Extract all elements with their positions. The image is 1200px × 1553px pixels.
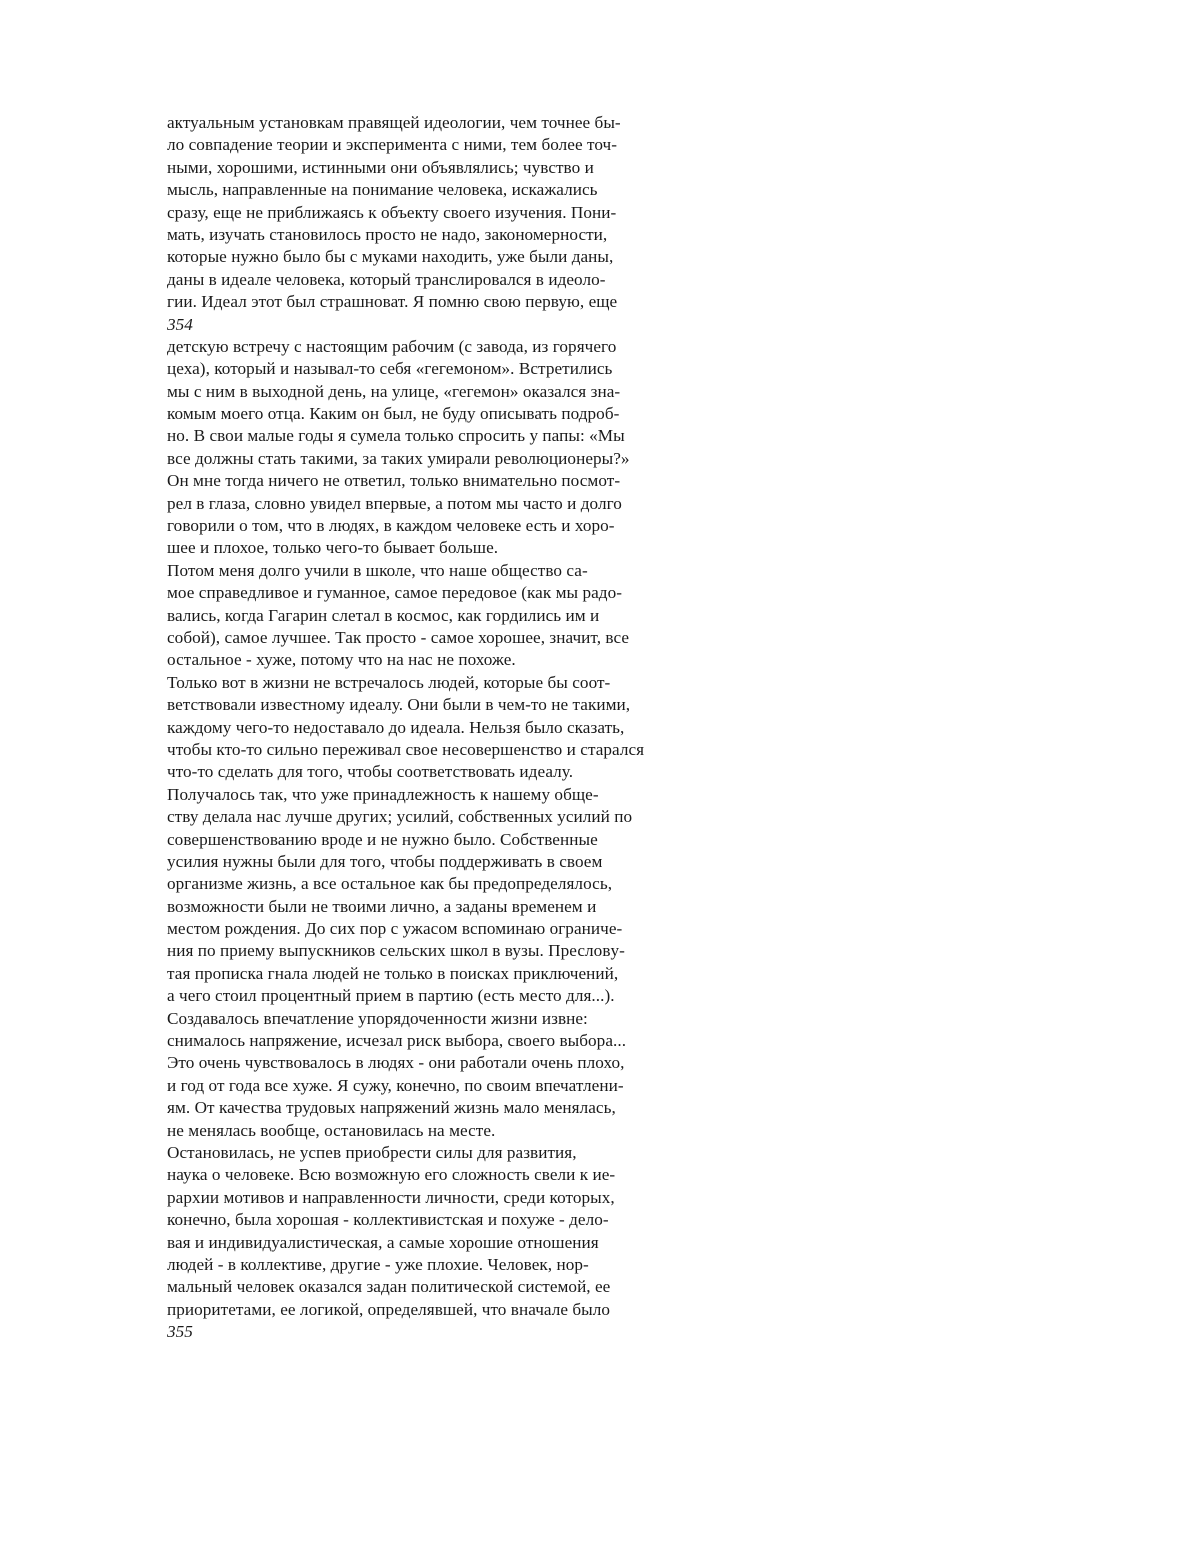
body-text (167, 112, 727, 1343)
text-line: местом рождения. До сих пор с ужасом вспоминаю ограниче- (167, 919, 623, 939)
text-line: мое справедливое и гуманное, самое передовое (как мы радо- (167, 583, 622, 603)
text-line: ям. От качества трудовых напряжений жизнь мало менялась, (167, 1098, 616, 1118)
text-line: шее и плохое, только чего-то бывает больше. (167, 538, 499, 558)
text-line: сразу, еще не приближаясь к объекту своего изучения. Пони- (167, 202, 617, 222)
text-line: даны в идеале человека, который транслировался в идеоло- (167, 269, 606, 289)
text-line: Остановилась, не успев приобрести силы для развития, (167, 1142, 577, 1162)
text-line: наука о человеке. Всю возможную его сложность свели к ие- (167, 1165, 616, 1185)
text-line: Создавалось впечатление упорядоченности жизни извне: (167, 1008, 588, 1028)
text-line: возможности были не твоими лично, а заданы временем и (167, 896, 597, 916)
text-line: детскую встречу с настоящим рабочим (с завода, из горячего (167, 336, 617, 356)
text-line: организме жизнь, а все остальное как бы предопределялось, (167, 874, 613, 894)
text-line: ными, хорошими, истинными они объявлялись; чувство и (167, 157, 594, 177)
text-line: комым моего отца. Каким он был, не буду описывать подроб- (167, 404, 620, 424)
text-line: Только вот в жизни не встречалось людей, которые бы соот- (167, 672, 611, 692)
text-line: что-то сделать для того, чтобы соответствовать идеалу. (167, 762, 574, 782)
text-line: усилия нужны были для того, чтобы поддерживать в своем (167, 851, 603, 871)
text-line: цеха), который и называл-то себя «гегемоном». Встретились (167, 359, 613, 379)
page-number: 355 (167, 1322, 193, 1342)
text-line: собой), самое лучшее. Так просто - самое хорошее, значит, все (167, 627, 630, 647)
text-line: чтобы кто-то сильно переживал свое несовершенство и старался (167, 739, 645, 759)
text-line: мысль, направленные на понимание человека, искажались (167, 180, 598, 200)
text-line: рархии мотивов и направленности личности, среди которых, (167, 1187, 615, 1207)
page-number: 354 (167, 314, 193, 334)
text-line: рел в глаза, словно увидел впервые, а потом мы часто и долго (167, 493, 622, 513)
text-line: которые нужно было бы с муками находить, уже были даны, (167, 247, 614, 267)
text-line: актуальным установкам правящей идеологии, чем точнее бы- (167, 113, 621, 132)
text-line: мальный человек оказался задан политической системой, ее (167, 1277, 611, 1297)
text-line: не менялась вообще, остановилась на месте. (167, 1120, 496, 1140)
text-line: но. В свои малые годы я сумела только спросить у папы: «Мы (167, 426, 625, 446)
text-line: ло совпадение теории и эксперимента с ними, тем более точ- (167, 135, 617, 155)
text-line: приоритетами, ее логикой, определявшей, что вначале было (167, 1299, 611, 1319)
text-line: все должны стать такими, за таких умирали революционеры?» (167, 448, 630, 468)
text-line: снималось напряжение, исчезал риск выбора, своего выбора... (167, 1031, 627, 1051)
text-line: мать, изучать становилось просто не надо, закономерности, (167, 224, 608, 244)
text-line: а чего стоил процентный прием в партию (есть место для...). (167, 986, 615, 1006)
text-line: вая и индивидуалистическая, а самые хорошие отношения (167, 1232, 599, 1252)
text-line: тая прописка гнала людей не только в поисках приключений, (167, 963, 619, 983)
text-line: ству делала нас лучше других; усилий, собственных усилий по (167, 807, 633, 827)
text-line: каждому чего-то недоставало до идеала. Нельзя было сказать, (167, 717, 625, 737)
text-line: гии. Идеал этот был страшноват. Я помню свою первую, еще (167, 292, 618, 312)
text-line: Он мне тогда ничего не ответил, только внимательно посмот- (167, 471, 621, 491)
text-line: Получалось так, что уже принадлежность к нашему обще- (167, 784, 599, 804)
text-line: ния по приему выпускников сельских школ в вузы. Пресловy- (167, 941, 625, 961)
text-line: Потом меня долго учили в школе, что наше общество са- (167, 560, 588, 580)
text-line: людей - в коллективе, другие - уже плохие. Человек, нор- (167, 1254, 589, 1274)
text-line: остальное - хуже, потому что на нас не похоже. (167, 650, 516, 670)
text-line: конечно, была хорошая - коллективистская и похуже - дело- (167, 1210, 609, 1230)
text-line: совершенствованию вроде и не нужно было. Собственные (167, 829, 598, 849)
text-line: мы с ним в выходной день, на улице, «гегемон» оказался зна- (167, 381, 621, 401)
text-line: и год от года все хуже. Я сужу, конечно, по своим впечатлени- (167, 1075, 624, 1095)
text-line: ветствовали известному идеалу. Они были в чем-то не такими, (167, 695, 631, 715)
text-line: вались, когда Гагарин слетал в космос, как гордились им и (167, 605, 600, 625)
text-line: Это очень чувствовалось в людях - они работали очень плохо, (167, 1053, 625, 1073)
text-line: говорили о том, что в людях, в каждом человеке есть и хоро- (167, 516, 615, 536)
